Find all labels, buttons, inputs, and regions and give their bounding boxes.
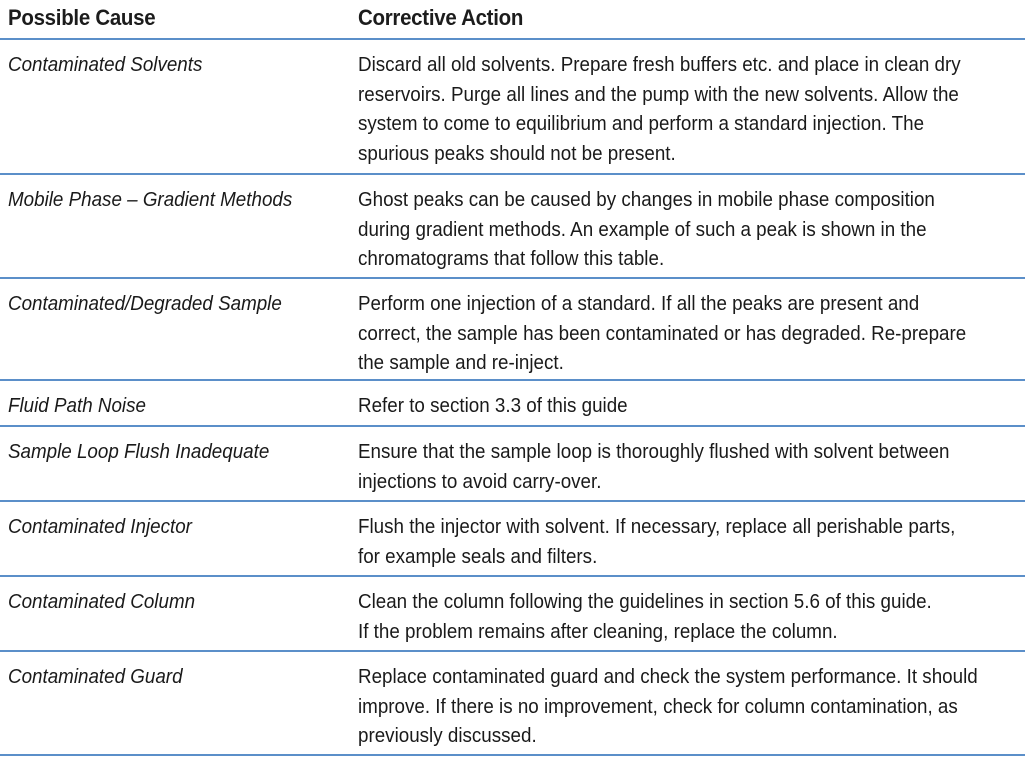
action-line: the sample and re-inject. xyxy=(358,352,564,374)
possible-cause-cell: Contaminated Guard xyxy=(8,666,183,688)
action-line: for example seals and filters. xyxy=(358,545,598,568)
action-line: Replace contaminated guard and check the system performance. It should xyxy=(358,666,978,688)
action-line: during gradient methods. An example of such a peak is shown in the xyxy=(358,218,927,241)
action-line: reservoirs. Purge all lines and the pump with the new solvents. Allow the xyxy=(358,83,959,106)
action-line: Clean the column following the guidelines in section 5.6 of this guide. xyxy=(358,591,932,613)
corrective-action-cell xyxy=(358,588,1002,647)
corrective-action-cell xyxy=(358,290,1002,379)
action-line: improve. If there is no improvement, check for column contamination, as xyxy=(358,695,958,718)
action-line: Flush the injector with solvent. If necessary, replace all perishable parts, xyxy=(358,516,956,538)
table-header xyxy=(0,0,1025,40)
corrective-action-cell xyxy=(358,438,1002,497)
action-line: If the problem remains after cleaning, replace the column. xyxy=(358,620,838,643)
table-row xyxy=(0,577,1025,652)
possible-cause-cell: Fluid Path Noise xyxy=(8,395,146,417)
table-row xyxy=(0,175,1025,279)
possible-cause-cell: Contaminated Injector xyxy=(8,516,192,538)
header-corrective-action: Corrective Action xyxy=(358,5,524,30)
action-line: injections to avoid carry-over. xyxy=(358,470,602,493)
action-line: spurious peaks should not be present. xyxy=(358,142,676,165)
corrective-action-cell xyxy=(358,392,1002,422)
corrective-action-cell xyxy=(358,51,1002,169)
table-row xyxy=(0,502,1025,577)
possible-cause-cell: Contaminated Column xyxy=(8,591,196,613)
possible-cause-cell: Contaminated Solvents xyxy=(8,54,203,76)
possible-cause-cell: Mobile Phase – Gradient Methods xyxy=(8,189,293,211)
action-line: Discard all old solvents. Prepare fresh buffers etc. and place in clean dry xyxy=(358,54,961,76)
action-line: chromatograms that follow this table. xyxy=(358,248,665,270)
corrective-action-cell xyxy=(358,513,1002,572)
table-row xyxy=(0,40,1025,175)
action-line: Perform one injection of a standard. If all the peaks are present and xyxy=(358,293,920,315)
possible-cause-cell: Sample Loop Flush Inadequate xyxy=(8,441,270,463)
corrective-action-cell xyxy=(358,186,1002,275)
table-row xyxy=(0,427,1025,502)
possible-cause-cell: Contaminated/Degraded Sample xyxy=(8,293,282,315)
action-line: Ghost peaks can be caused by changes in mobile phase composition xyxy=(358,189,935,211)
corrective-action-cell xyxy=(358,663,1002,752)
action-line: correct, the sample has been contaminated or has degraded. Re-prepare xyxy=(358,322,967,345)
table-row xyxy=(0,652,1025,756)
action-line: previously discussed. xyxy=(358,725,537,747)
action-line: Ensure that the sample loop is thoroughly flushed with solvent between xyxy=(358,441,950,463)
table-row xyxy=(0,279,1025,381)
action-line: system to come to equilibrium and perform a standard injection. The xyxy=(358,113,925,135)
action-line: Refer to section 3.3 of this guide xyxy=(358,395,628,417)
header-possible-cause: Possible Cause xyxy=(8,5,156,30)
table-row xyxy=(0,381,1025,427)
